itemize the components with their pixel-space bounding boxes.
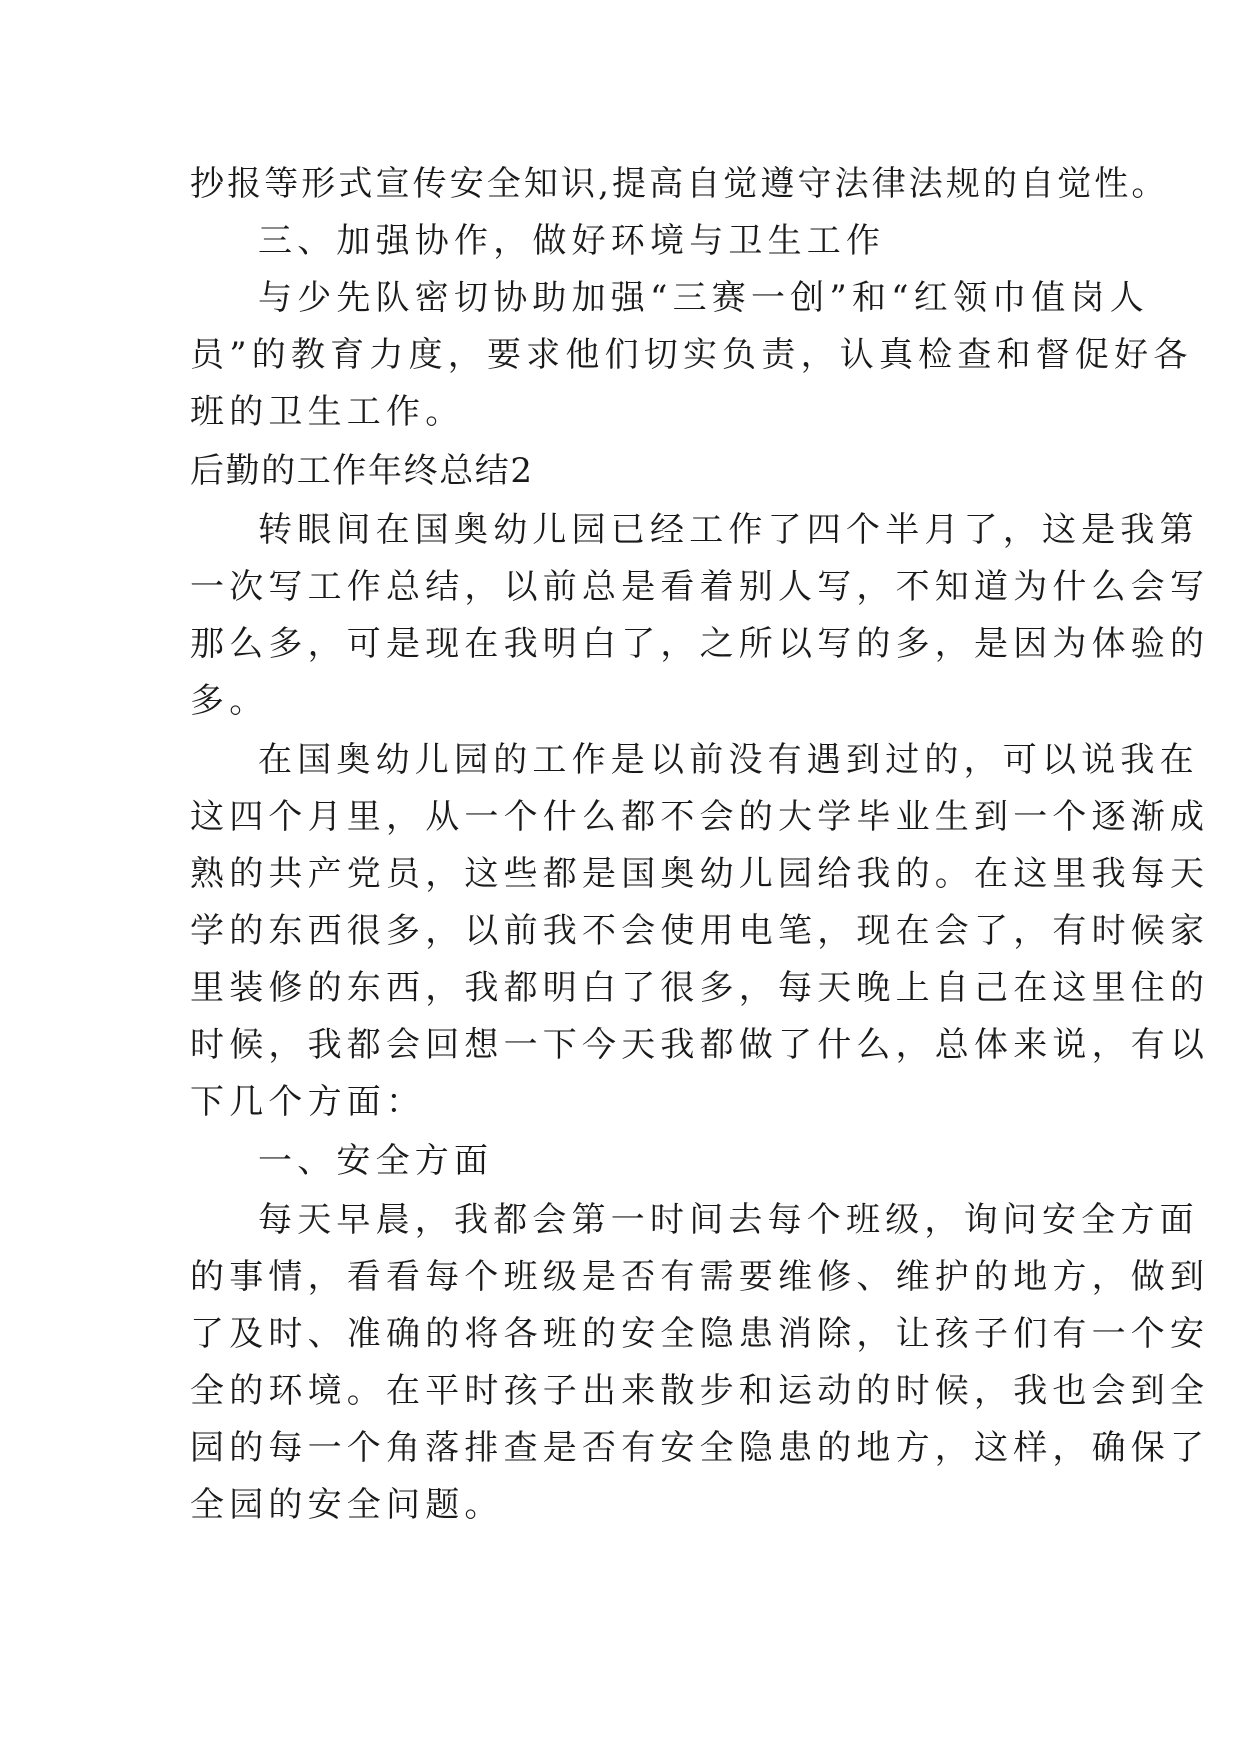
paragraph-line: 每天早晨，我都会第一时间去每个班级，询问安全方面	[258, 1200, 1199, 1240]
paragraph-line: 班的卫生工作。	[190, 392, 465, 432]
paragraph-line: 一次写工作总结，以前总是看着别人写，不知道为什么会写	[190, 567, 1210, 607]
paragraph-line: 熟的共产党员，这些都是国奥幼儿园给我的。在这里我每天	[190, 854, 1210, 894]
paragraph-line: 多。	[190, 681, 269, 721]
paragraph-line: 园的每一个角落排查是否有安全隐患的地方，这样，确保了	[190, 1428, 1210, 1468]
paragraph-line: 转眼间在国奥幼儿园已经工作了四个半月了，这是我第	[258, 510, 1199, 550]
paragraph-line: 里装修的东西，我都明白了很多，每天晚上自己在这里住的	[190, 968, 1210, 1008]
paragraph-line: 这四个月里，从一个什么都不会的大学毕业生到一个逐渐成	[190, 797, 1210, 837]
paragraph-line: 与少先队密切协助加强“三赛一创”和“红领巾值岗人	[258, 278, 1149, 318]
paragraph-line: 下几个方面：	[190, 1082, 426, 1122]
paragraph-line: 那么多，可是现在我明白了，之所以写的多，是因为体验的	[190, 624, 1210, 664]
section-heading: 一、安全方面	[258, 1141, 494, 1181]
section-heading: 三、加强协作，做好环境与卫生工作	[258, 221, 886, 261]
paragraph-line: 抄报等形式宣传安全知识,提高自觉遵守法律法规的自觉性。	[190, 164, 1169, 204]
paragraph-line: 全的环境。在平时孩子出来散步和运动的时候，我也会到全	[190, 1371, 1210, 1411]
paragraph-line: 时候，我都会回想一下今天我都做了什么，总体来说，有以	[190, 1025, 1210, 1065]
paragraph-line: 员”的教育力度，要求他们切实负责，认真检查和督促好各	[190, 335, 1193, 375]
paragraph-line: 全园的安全问题。	[190, 1485, 504, 1525]
document-title: 后勤的工作年终总结2	[190, 451, 534, 491]
paragraph-line: 的事情，看看每个班级是否有需要维修、维护的地方，做到	[190, 1257, 1210, 1297]
paragraph-line: 学的东西很多，以前我不会使用电笔，现在会了，有时候家	[190, 911, 1210, 951]
paragraph-line: 在国奥幼儿园的工作是以前没有遇到过的，可以说我在	[258, 740, 1199, 780]
paragraph-line: 了及时、准确的将各班的安全隐患消除，让孩子们有一个安	[190, 1314, 1210, 1354]
